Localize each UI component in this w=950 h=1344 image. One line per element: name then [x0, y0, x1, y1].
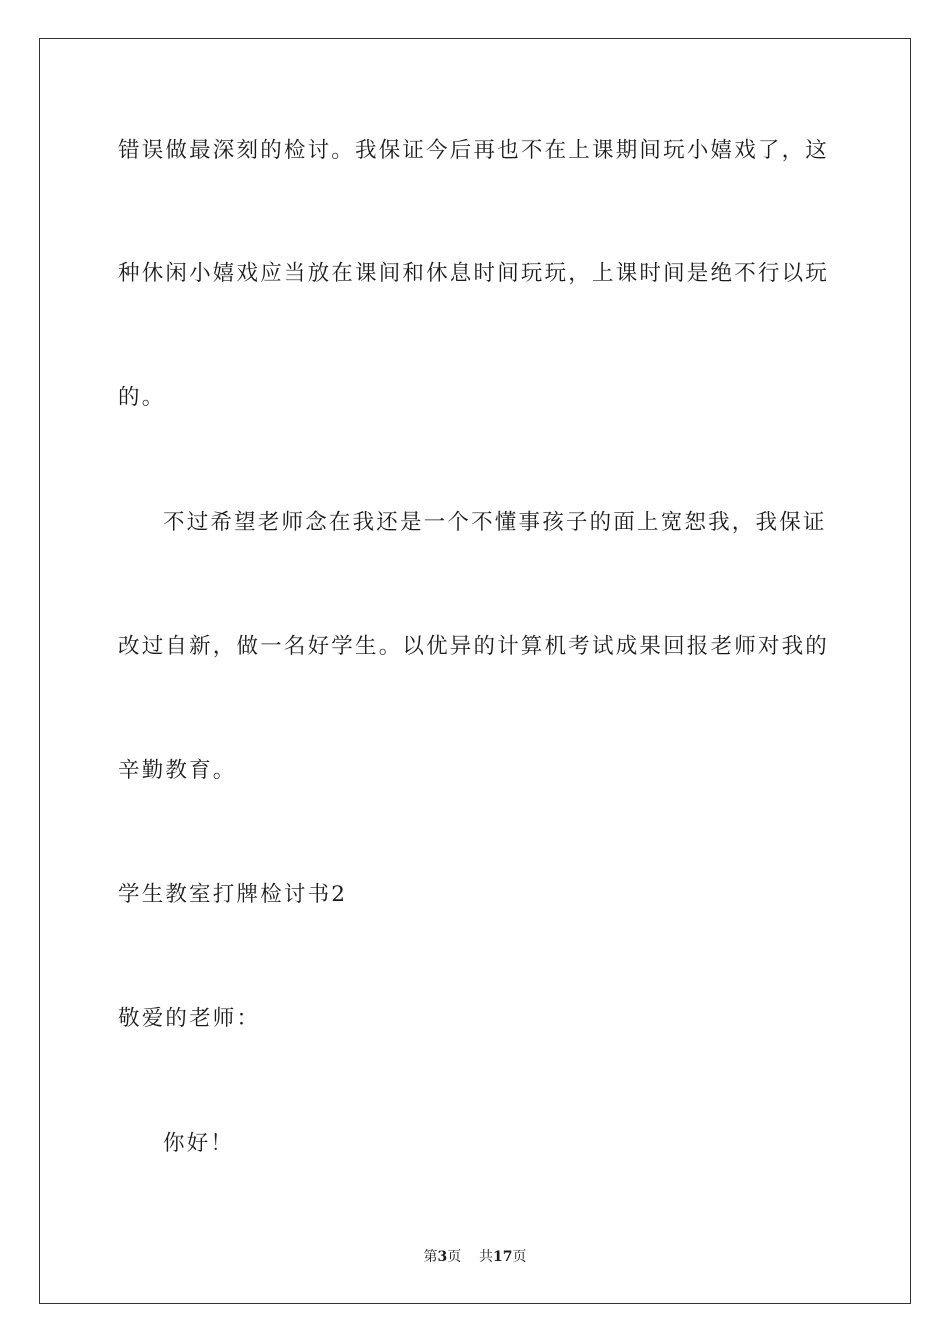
footer-total-suffix: 页 [512, 1249, 527, 1265]
page-footer [0, 1248, 950, 1266]
body-line-6: 辛勤教育。 [118, 758, 237, 783]
salutation: 敬爱的老师： [118, 1006, 261, 1031]
body-line-1: 错误做最深刻的检讨。我保证今后再也不在上课期间玩小嬉戏了，这 [118, 138, 830, 163]
body-line-5: 改过自新，做一名好学生。以优异的计算机考试成果回报老师对我的 [118, 634, 830, 659]
footer-page-prefix: 第 [423, 1249, 438, 1265]
page-border [39, 38, 911, 1304]
footer-page-suffix: 页 [447, 1249, 462, 1265]
footer-total-pages: 17 [493, 1249, 513, 1265]
body-line-3: 的。 [118, 385, 166, 410]
paragraph-line-1: 不过希望老师念在我还是一个不懂事孩子的面上宽恕我，我保证 [163, 510, 827, 535]
body-line-2: 种休闲小嬉戏应当放在课间和休息时间玩玩，上课时间是绝不行以玩 [118, 261, 830, 286]
footer-total-prefix: 共 [479, 1249, 494, 1265]
greeting: 你好！ [163, 1131, 235, 1156]
footer-page-number: 3 [437, 1249, 448, 1265]
section-heading: 学生教室打牌检讨书2 [118, 882, 348, 907]
